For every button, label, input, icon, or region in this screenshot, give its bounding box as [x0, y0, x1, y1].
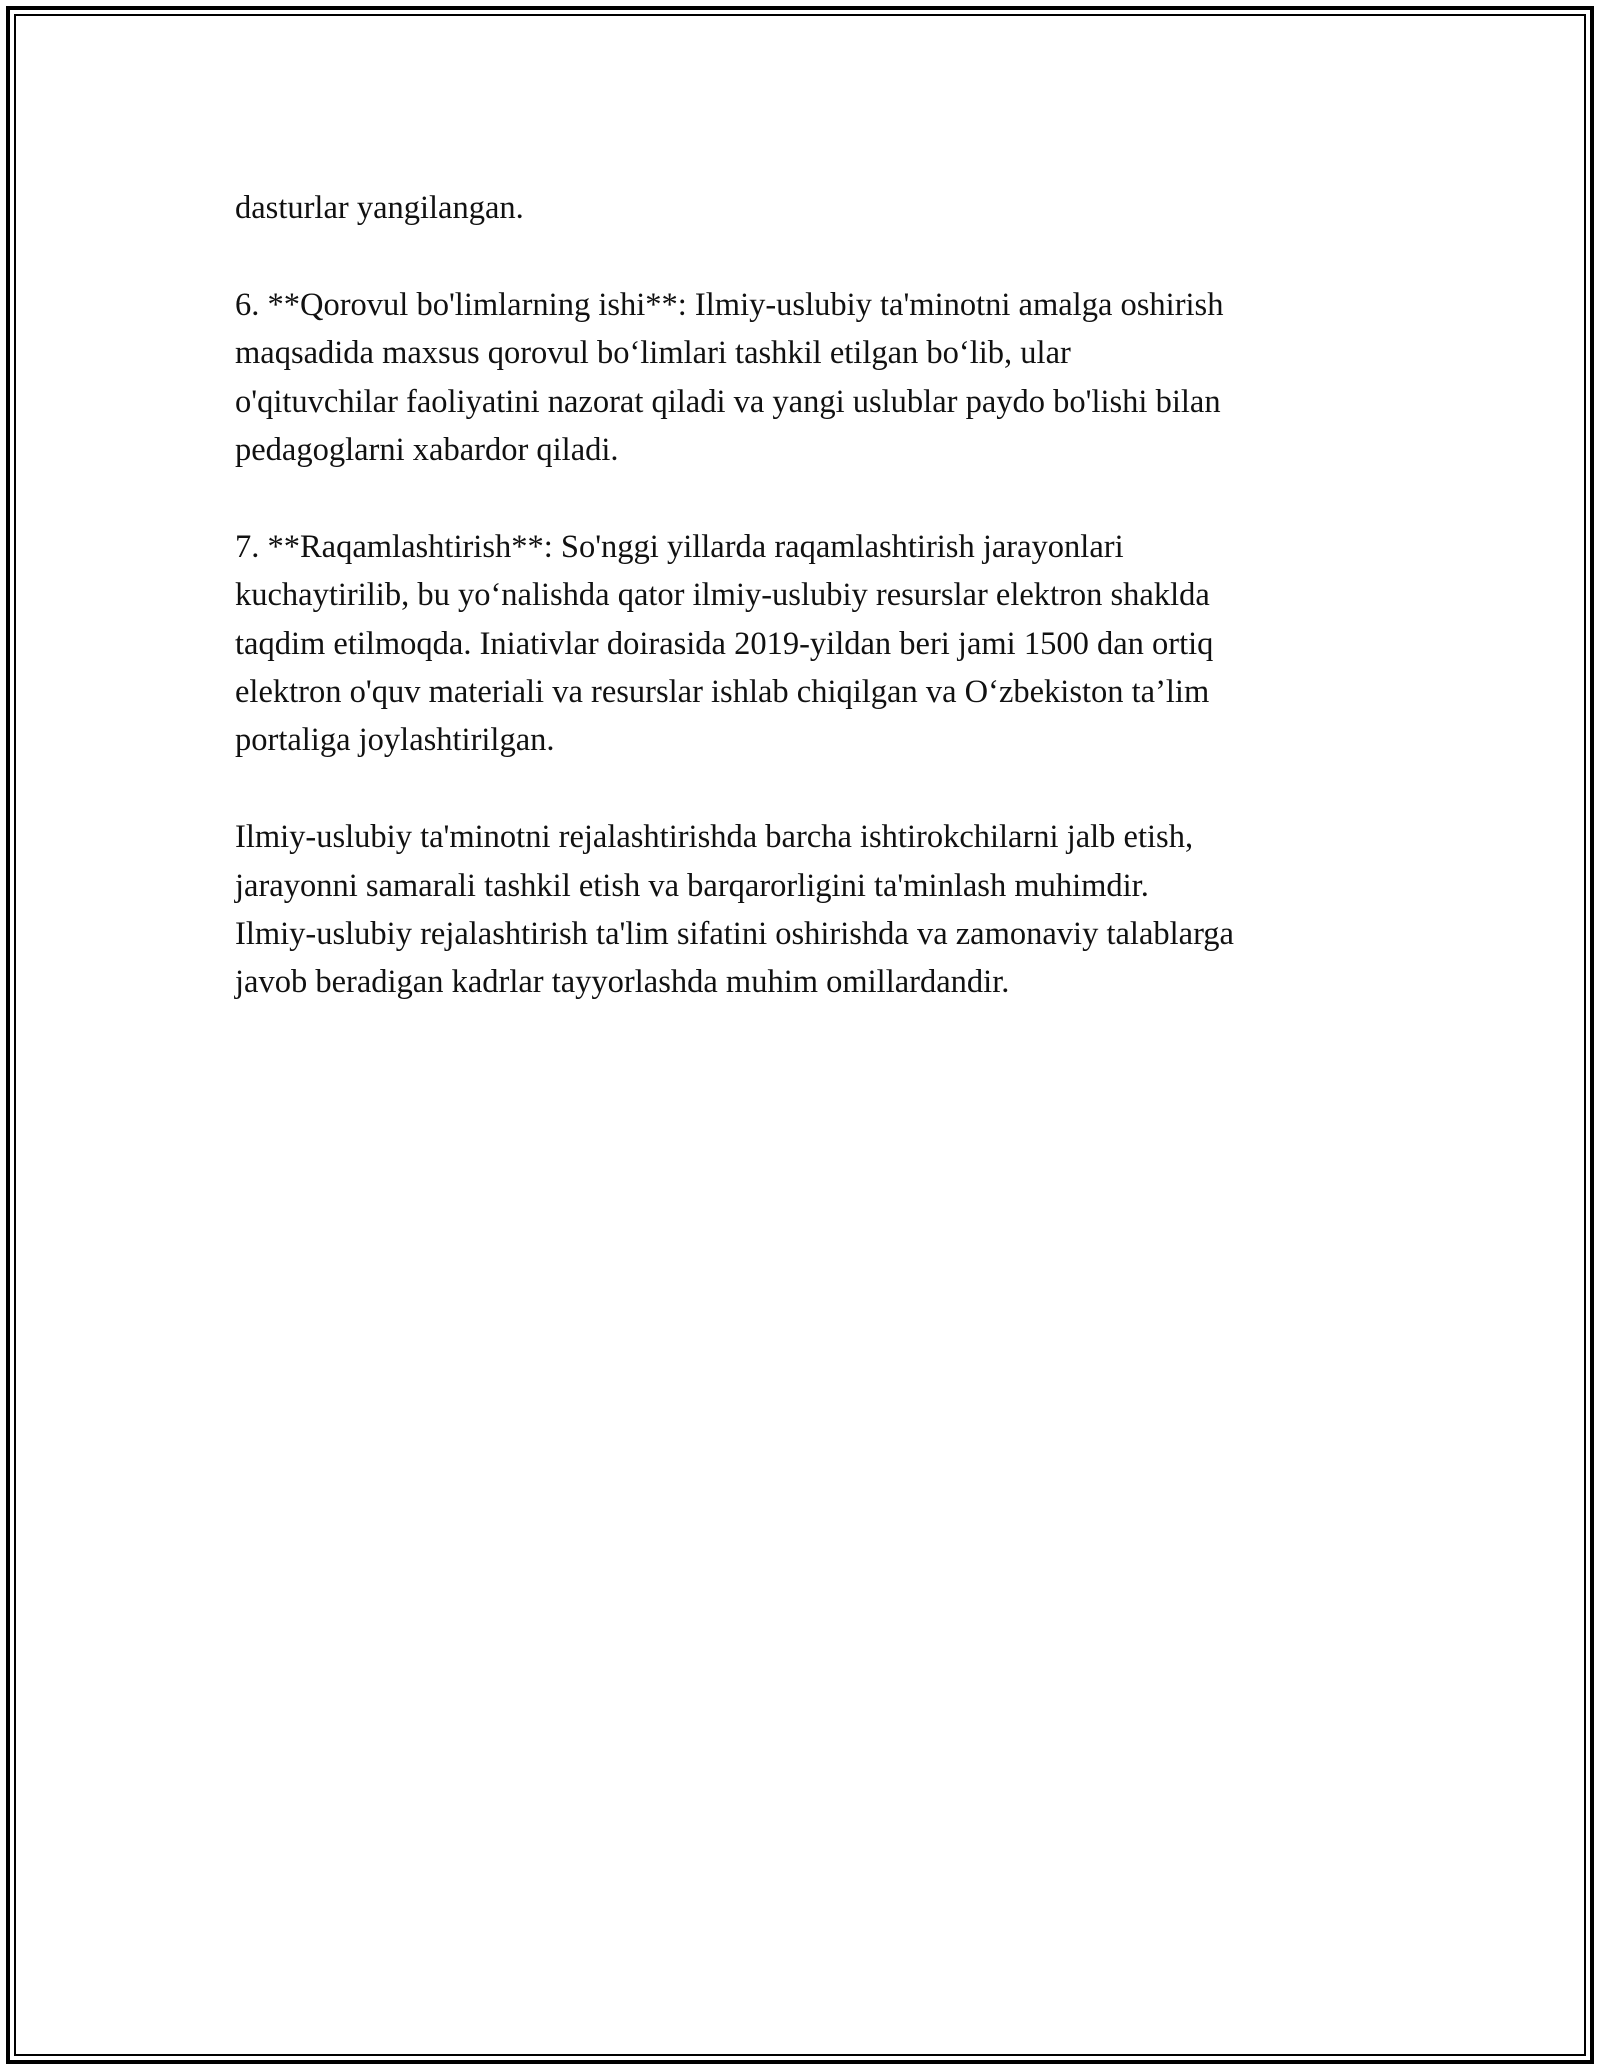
- text-line: o'qituvchilar faoliyatini nazorat qiladi va yangi uslublar paydo bo'lishi bilan: [235, 383, 1221, 420]
- text-line: javob beradigan kadrlar tayyorlashda muhim omillardandir.: [235, 964, 1010, 1001]
- text-line: taqdim etilmoqda. Iniativlar doirasida 2019-yildan beri jami 1500 dan ortiq: [235, 625, 1214, 662]
- text-line: kuchaytirilib, bu yo‘nalishda qator ilmiy-uslubiy resurslar elektron shaklda: [235, 577, 1210, 614]
- text-line: jarayonni samarali tashkil etish va barqarorligini ta'minlash muhimdir.: [235, 867, 1149, 904]
- text-line: pedagoglarni xabardor qiladi.: [235, 432, 619, 469]
- text-line: Ilmiy-uslubiy ta'minotni rejalashtirishda barcha ishtirokchilarni jalb etish,: [235, 819, 1194, 856]
- text-line: elektron o'quv materiali va resurslar ishlab chiqilgan va O‘zbekiston ta’lim: [235, 674, 1210, 711]
- page-content: [235, 184, 1375, 1055]
- text-line: 6. **Qorovul bo'limlarning ishi**: Ilmiy-uslubiy ta'minotni amalga oshirish: [235, 286, 1224, 323]
- text-line: maqsadida maxsus qorovul bo‘limlari tashkil etilgan bo‘lib, ular: [235, 335, 1071, 372]
- text-line: Ilmiy-uslubiy rejalashtirish ta'lim sifatini oshirishda va zamonaviy talablarga: [235, 916, 1234, 953]
- paragraph-item-7: [235, 523, 1375, 765]
- paragraph-item-6: [235, 281, 1375, 475]
- text-line: 7. **Raqamlashtirish**: So'nggi yillarda raqamlashtirish jarayonlari: [235, 528, 1124, 565]
- paragraph-continuation: [235, 184, 1375, 232]
- text-line: dasturlar yangilangan.: [235, 190, 524, 226]
- text-line: portaliga joylashtirilgan.: [235, 722, 555, 759]
- paragraph-conclusion: [235, 813, 1375, 1007]
